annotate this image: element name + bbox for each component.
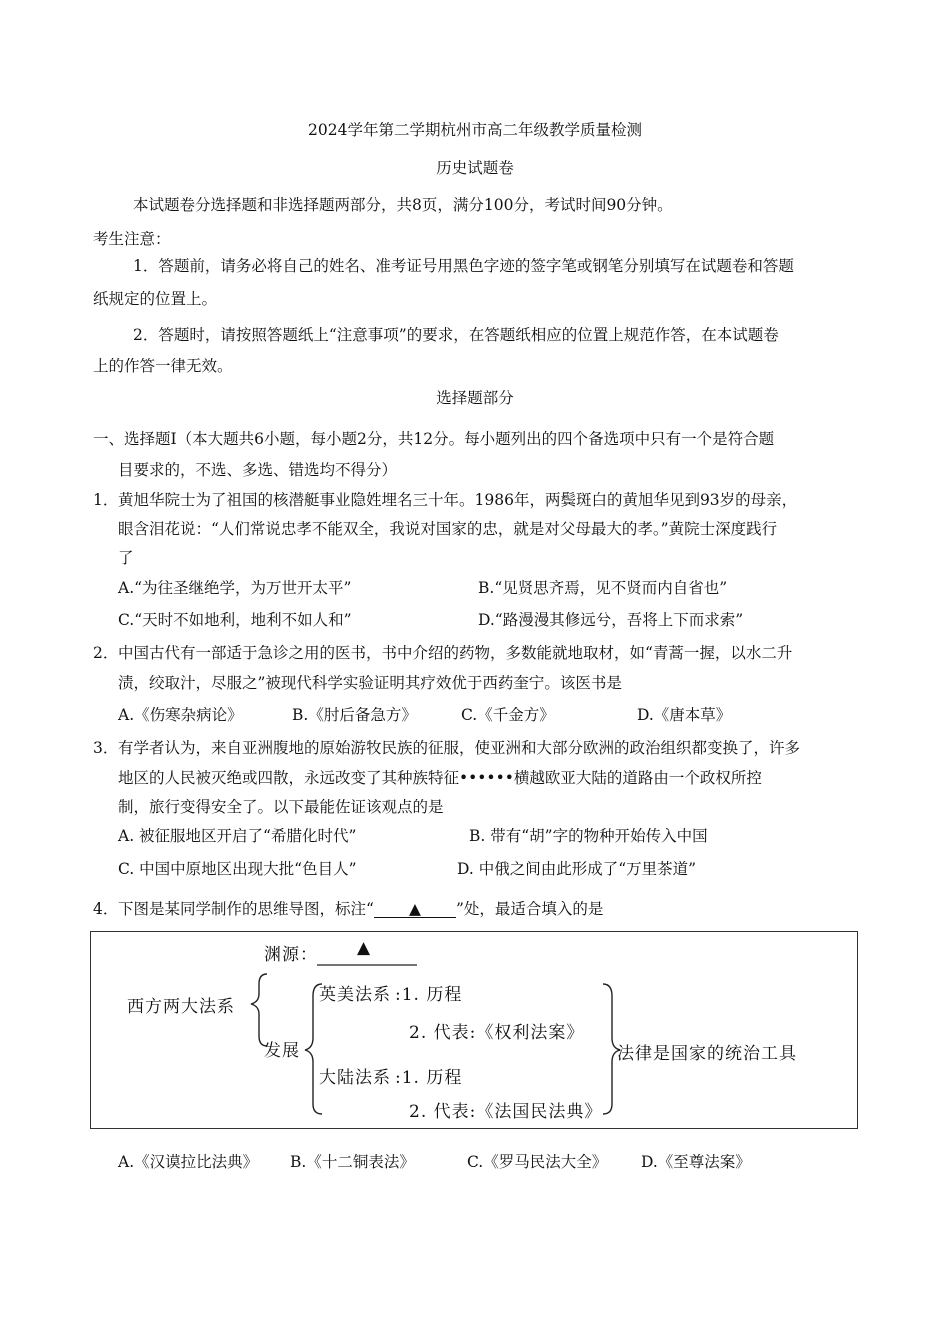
q4-stem-after: ”处，最适合填入的是 bbox=[455, 900, 604, 918]
q1-option-b[interactable]: B.“见贤思齐焉，见不贤而内自省也” bbox=[478, 579, 728, 597]
q2-option-d[interactable]: D.《唐本草》 bbox=[637, 706, 732, 724]
q4-option-d[interactable]: D.《至尊法案》 bbox=[641, 1153, 751, 1171]
notice-heading: 考生注意： bbox=[93, 230, 171, 248]
development-label: 发展 bbox=[264, 1041, 300, 1061]
q1-line-1: 黄旭华院士为了祖国的核潜艇事业隐姓埋名三十年。1986年，两鬓斑白的黄旭华见到93岁的母亲， bbox=[118, 491, 798, 509]
anglo-law-item-2: 2. 代表:《权利法案》 bbox=[409, 1023, 585, 1043]
q3-option-a[interactable]: A. 被征服地区开启了“希腊化时代” bbox=[118, 827, 357, 845]
q3-line-2: 地区的人民被灭绝或四散，永远改变了其种族特征••••••横越欧亚大陆的道路由一个政权所控 bbox=[118, 769, 762, 787]
q3-line-3: 制，旅行变得安全了。以下最能佐证该观点的是 bbox=[118, 798, 444, 816]
q3-option-c[interactable]: C. 中国中原地区出现大批“色目人” bbox=[118, 860, 357, 878]
q4-blank: ▲ bbox=[374, 901, 456, 918]
q1-option-c[interactable]: C.“天时不如地利，地利不如人和” bbox=[118, 611, 352, 629]
q2-option-c[interactable]: C.《千金方》 bbox=[461, 706, 555, 724]
q2-option-a[interactable]: A.《伤寒杂病论》 bbox=[118, 706, 243, 724]
q2-option-b[interactable]: B.《肘后备急方》 bbox=[292, 706, 417, 724]
intro-text: 本试题卷分选择题和非选择题两部分，共8页，满分100分，考试时间90分钟。 bbox=[133, 196, 673, 214]
origin-label: 渊源： bbox=[264, 945, 318, 965]
mind-map-root: 西方两大法系 bbox=[127, 997, 235, 1017]
q3-option-d[interactable]: D. 中俄之间由此形成了“万里茶道” bbox=[457, 860, 697, 878]
section-title: 选择题部分 bbox=[436, 389, 514, 407]
section-heading-line-1: 一、选择题Ⅰ（本大题共6小题，每小题2分，共12分。每小题列出的四个备选项中只有一个是符合题 bbox=[93, 430, 775, 448]
q1-option-d[interactable]: D.“路漫漫其修远兮，吾将上下而求索” bbox=[478, 611, 744, 629]
continental-law-item-2: 2. 代表:《法国民法典》 bbox=[409, 1102, 603, 1122]
q3-line-1: 有学者认为，来自亚洲腹地的原始游牧民族的征服，使亚洲和大部分欧洲的政治组织都变换了，许多 bbox=[118, 739, 801, 757]
notice-item-2-line-2: 上的作答一律无效。 bbox=[93, 357, 233, 375]
q3-number: 3． bbox=[93, 739, 119, 757]
q2-number: 2． bbox=[93, 644, 119, 662]
exam-subtitle: 历史试题卷 bbox=[436, 159, 514, 177]
q3-option-b[interactable]: B. 带有“胡”字的物种开始传入中国 bbox=[469, 827, 708, 845]
continental-law-item-1: :1. 历程 bbox=[395, 1068, 463, 1088]
mind-map bbox=[90, 931, 858, 1129]
q4-option-c[interactable]: C.《罗马民法大全》 bbox=[467, 1153, 608, 1171]
section-heading-line-2: 目要求的，不选、多选、错选均不得分） bbox=[118, 461, 398, 479]
q4-option-a[interactable]: A.《汉谟拉比法典》 bbox=[118, 1153, 259, 1171]
q1-line-3: 了 bbox=[118, 549, 134, 567]
mind-map-conclusion: 法律是国家的统治工具 bbox=[617, 1044, 797, 1064]
q1-option-a[interactable]: A.“为往圣继绝学，为万世开太平” bbox=[118, 579, 352, 597]
notice-item-2-line-1: 2．答题时，请按照答题纸上“注意事项”的要求，在答题纸相应的位置上规范作答，在本试题卷 bbox=[133, 326, 779, 344]
q2-line-1: 中国古代有一部适于急诊之用的医书，书中介绍的药物，多数能就地取材，如“青蒿一握，以水二升 bbox=[118, 644, 793, 662]
q4-stem-before: 下图是某同学制作的思维导图，标注“ bbox=[118, 900, 374, 918]
notice-item-1-line-1: 1．答题前，请务必将自己的姓名、准考证号用黑色字迹的签字笔或钢笔分别填写在试题卷和答题 bbox=[133, 257, 794, 275]
continental-law-label: 大陆法系 bbox=[319, 1068, 391, 1088]
q2-line-2: 渍，绞取汁，尽服之”被现代科学实验证明其疗效优于西药奎宁。该医书是 bbox=[118, 674, 622, 692]
q4-option-b[interactable]: B.《十二铜表法》 bbox=[290, 1153, 415, 1171]
anglo-law-label: 英美法系 bbox=[319, 985, 391, 1005]
notice-item-1-line-2: 纸规定的位置上。 bbox=[93, 290, 218, 308]
origin-blank-mark: ▲ bbox=[357, 938, 372, 958]
q1-number: 1． bbox=[93, 491, 119, 509]
q4-number: 4． bbox=[93, 900, 119, 918]
exam-title: 2024学年第二学期杭州市高二年级教学质量检测 bbox=[308, 121, 642, 139]
q1-line-2: 眼含泪花说：“人们常说忠孝不能双全，我说对国家的忠，就是对父母最大的孝。”黄院士深度践行 bbox=[118, 520, 778, 538]
q4-stem bbox=[118, 897, 603, 919]
anglo-law-item-1: :1. 历程 bbox=[395, 985, 463, 1005]
